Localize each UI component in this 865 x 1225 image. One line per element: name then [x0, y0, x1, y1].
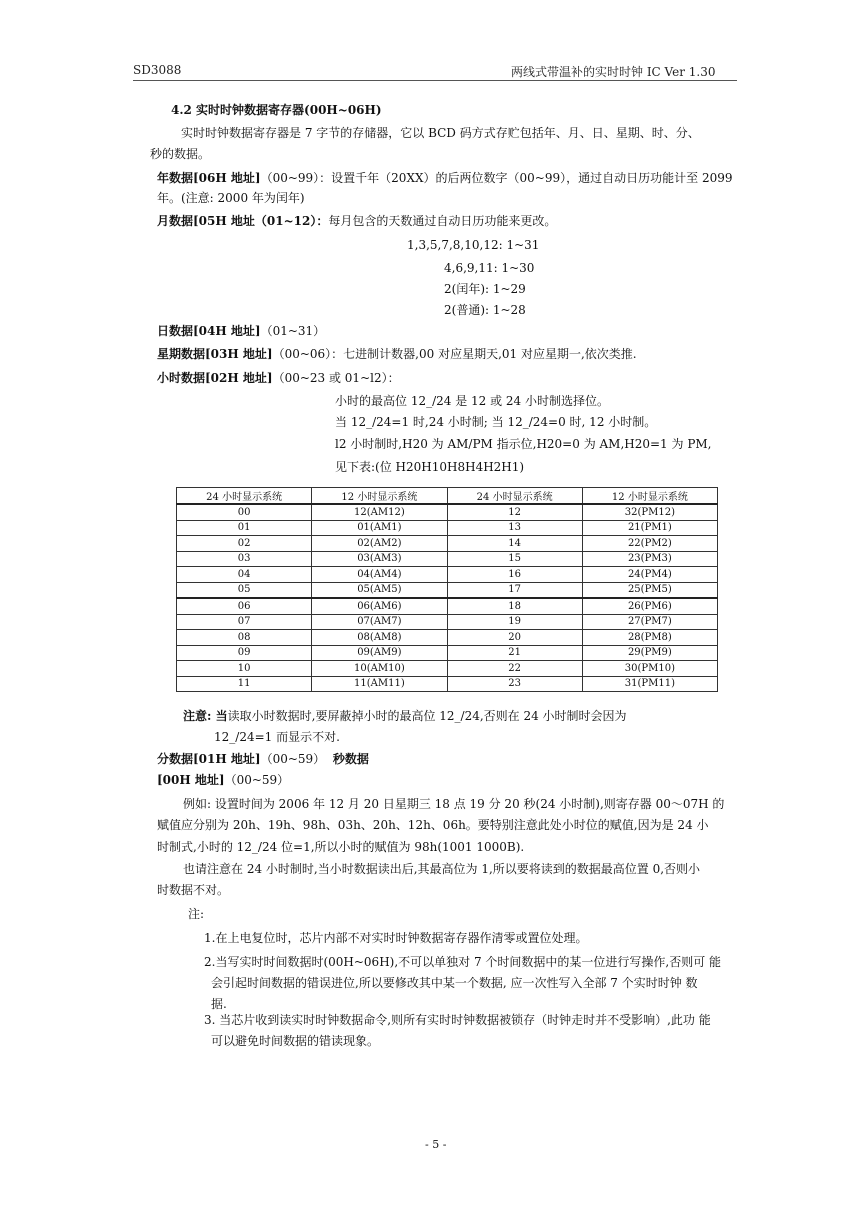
table-cell: 30(PM10)	[582, 661, 717, 677]
month-label: 月数据[05H 地址	[157, 214, 255, 228]
intro-line-1: 实时时钟数据寄存器是 7 字节的存储器，它以 BCD 码方式存贮包括年、月、日、星期、时、分、	[181, 126, 700, 140]
table-cell: 23(PM3)	[582, 551, 717, 567]
attention-line-2: 时数据不对。	[157, 883, 230, 897]
table-cell: 27(PM7)	[582, 614, 717, 630]
table-row	[177, 598, 718, 614]
hour-label: 小时数据[02H 地址]	[157, 371, 273, 385]
table-cell: 01	[177, 520, 312, 536]
hour-desc-3: l2 小时制时,H20 为 AM/PM 指示位,H20=0 为 AM,H20=1 为 PM,	[335, 437, 712, 451]
week-range: （00~06）：七进制计数器,00 对应星期天,01 对应星期一,依次类推.	[272, 347, 637, 361]
note-2-line-3: 据.	[211, 997, 227, 1011]
week-line	[157, 345, 637, 363]
table-cell: 28(PM8)	[582, 630, 717, 646]
table-cell: 08	[177, 630, 312, 646]
table-row	[177, 504, 718, 520]
table-cell: 22	[447, 661, 582, 677]
table-cell: 14	[447, 536, 582, 552]
table-cell: 02(AM2)	[312, 536, 447, 552]
table-row	[177, 645, 718, 661]
table-cell: 04	[177, 567, 312, 583]
table-cell: 10	[177, 661, 312, 677]
table-cell: 02	[177, 536, 312, 552]
second-title: 秒数据	[332, 752, 369, 766]
table-cell: 04(AM4)	[312, 567, 447, 583]
table-cell: 24(PM4)	[582, 567, 717, 583]
hour-line	[157, 369, 400, 387]
table-header: 12 小时显示系统	[582, 488, 717, 505]
minute-label: 分数据[01H 地址]	[157, 752, 261, 766]
note-3-line-1: 3. 当芯片收到读实时时钟数据命令,则所有实时时钟数据被锁存（时钟走时并不受影响）,此功 能	[204, 1013, 711, 1027]
table-header: 24 小时显示系统	[447, 488, 582, 505]
month-days-3: 2(闰年): 1~29	[444, 282, 526, 296]
table-cell: 21(PM1)	[582, 520, 717, 536]
table-cell: 23	[447, 676, 582, 692]
second-range: （00~59）	[224, 773, 290, 787]
table-cell: 01(AM1)	[312, 520, 447, 536]
table-row	[177, 567, 718, 583]
table-cell: 26(PM6)	[582, 598, 717, 614]
note-2-line-1: 2.当写实时时间数据时(00H~06H),不可以单独对 7 个时间数据中的某一位进行写操作,否则可 能	[204, 955, 722, 969]
table-cell: 20	[447, 630, 582, 646]
year-line-2: 年。(注意: 2000 年为闰年)	[157, 191, 305, 205]
month-range: （01~12）：	[254, 214, 329, 228]
hour-system-table	[176, 487, 718, 692]
hour-desc-2: 当 12_/24=1 时,24 小时制; 当 12_/24=0 时, 12 小时制。	[335, 415, 657, 429]
table-cell: 21	[447, 645, 582, 661]
table-cell: 06(AM6)	[312, 598, 447, 614]
month-days-1: 1,3,5,7,8,10,12: 1~31	[407, 238, 540, 252]
table-row	[177, 582, 718, 598]
page-number: - 5 -	[425, 1138, 447, 1151]
year-range: （00~99）：设置千年（20XX）的后两位数字（00~99），通过自动日历功能计至 2099	[260, 171, 733, 185]
table-cell: 11	[177, 676, 312, 692]
month-line	[157, 212, 556, 230]
table-cell: 22(PM2)	[582, 536, 717, 552]
table-cell: 29(PM9)	[582, 645, 717, 661]
example-line-2: 赋值应分别为 20h、19h、98h、03h、20h、12h、06h。要特别注意此处小时位的赋值,因为是 24 小	[157, 818, 709, 832]
attention-line-1: 也请注意在 24 小时制时,当小时数据读出后,其最高位为 1,所以要将读到的数据最高位置 0,否则小	[183, 862, 701, 876]
second-line	[157, 771, 289, 789]
table-cell: 12	[447, 504, 582, 520]
year-line-1	[157, 169, 732, 187]
table-cell: 16	[447, 567, 582, 583]
table-cell: 18	[447, 598, 582, 614]
notes-title: 注:	[188, 907, 205, 921]
intro-line-2: 秒的数据。	[150, 147, 211, 161]
table-cell: 05	[177, 582, 312, 598]
table-cell: 25(PM5)	[582, 582, 717, 598]
year-label: 年数据[06H 地址]	[157, 171, 261, 185]
header-rule	[133, 80, 737, 81]
table-cell: 17	[447, 582, 582, 598]
hour-desc-1: 小时的最高位 12_/24 是 12 或 24 小时制选择位。	[335, 394, 610, 408]
week-label: 星期数据[03H 地址]	[157, 347, 273, 361]
header-left: SD3088	[133, 63, 182, 77]
month-desc: 每月包含的天数通过自动日历功能来更改。	[328, 214, 557, 228]
day-range: （01~31）	[260, 324, 326, 338]
table-cell: 10(AM10)	[312, 661, 447, 677]
table-cell: 06	[177, 598, 312, 614]
table-cell: 07	[177, 614, 312, 630]
table-cell: 31(PM11)	[582, 676, 717, 692]
section-title: 4.2 实时时钟数据寄存器(00H~06H)	[171, 103, 382, 117]
table-cell: 07(AM7)	[312, 614, 447, 630]
table-header: 24 小时显示系统	[177, 488, 312, 505]
table-row	[177, 630, 718, 646]
month-days-2: 4,6,9,11: 1~30	[444, 261, 535, 275]
table-cell: 03	[177, 551, 312, 567]
example-line-3: 时制式,小时的 12_/24 位=1,所以小时的赋值为 98h(1001 1000B).	[157, 840, 525, 854]
table-row	[177, 661, 718, 677]
table-cell: 03(AM3)	[312, 551, 447, 567]
note-3-line-2: 可以避免时间数据的错读现象。	[211, 1034, 380, 1048]
table-row	[177, 614, 718, 630]
hour-note-bold: 当	[215, 709, 228, 723]
day-label: 日数据[04H 地址]	[157, 324, 261, 338]
note-2-line-2: 会引起时间数据的错误进位,所以要修改其中某一个数据, 应一次性写入全部 7 个实时时钟 数	[211, 976, 698, 990]
table-cell: 15	[447, 551, 582, 567]
table-cell: 19	[447, 614, 582, 630]
minute-range: （00~59）	[260, 752, 326, 766]
table-cell: 05(AM5)	[312, 582, 447, 598]
day-line	[157, 322, 325, 340]
table-cell: 32(PM12)	[582, 504, 717, 520]
table-cell: 08(AM8)	[312, 630, 447, 646]
hour-note-label: 注意:	[183, 709, 216, 723]
minute-line	[157, 750, 369, 768]
month-days-4: 2(普通): 1~28	[444, 303, 526, 317]
example-line-1: 例如: 设置时间为 2006 年 12 月 20 日星期三 18 点 19 分 20 秒(24 小时制),则寄存器 00～07H 的	[183, 797, 725, 811]
table-header: 12 小时显示系统	[312, 488, 447, 505]
header-right: 两线式带温补的实时时钟 IC Ver 1.30	[511, 65, 716, 79]
table-row	[177, 520, 718, 536]
table-cell: 11(AM11)	[312, 676, 447, 692]
table-cell: 09(AM9)	[312, 645, 447, 661]
table-cell: 12(AM12)	[312, 504, 447, 520]
hour-note-line-2: 12_/24=1 而显示不对.	[214, 730, 340, 744]
hour-desc-4: 见下表:(位 H20H10H8H4H2H1)	[335, 460, 525, 474]
table-cell: 09	[177, 645, 312, 661]
note-1-line-1: 1.在上电复位时，芯片内部不对实时时钟数据寄存器作清零或置位处理。	[204, 931, 588, 945]
table-row	[177, 551, 718, 567]
table-body	[177, 504, 718, 692]
table-row	[177, 536, 718, 552]
table-row	[177, 676, 718, 692]
table-header-row	[177, 488, 718, 505]
hour-range: （00~23 或 01~l2）：	[272, 371, 400, 385]
table-cell: 13	[447, 520, 582, 536]
second-label: [00H 地址]	[157, 773, 225, 787]
hour-note-line-1	[183, 707, 627, 725]
hour-note-text: 读取小时数据时,要屏蔽掉小时的最高位 12_/24,否则在 24 小时制时会因为	[227, 709, 627, 723]
table-cell: 00	[177, 504, 312, 520]
